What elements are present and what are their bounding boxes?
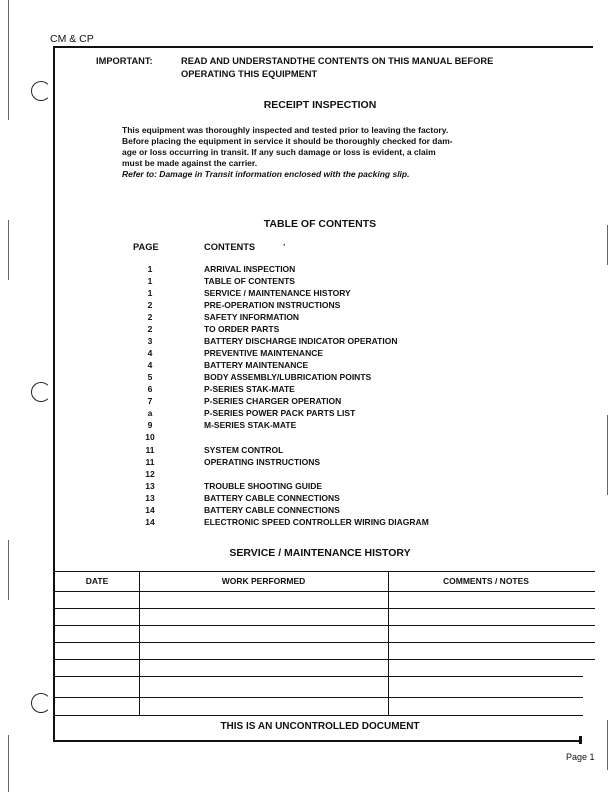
receipt-line: Before placing the equipment in service it should be thoroughly checked for dam- xyxy=(122,136,453,146)
toc-page-number: 1 xyxy=(147,276,153,286)
toc-contents-header: CONTENTS xyxy=(204,242,256,252)
service-history-table xyxy=(55,571,595,716)
toc-entry-title: TABLE OF CONTENTS xyxy=(204,276,295,286)
receipt-line: age or loss occurring in transit. If any such damage or loss is evident, a claim xyxy=(122,147,436,157)
toc-page-header: PAGE xyxy=(133,242,159,252)
toc-entry-title: SAFETY INFORMATION xyxy=(204,312,300,322)
toc-entry-title: ARRIVAL INSPECTION xyxy=(204,264,296,274)
toc-entry-title: SYSTEM CONTROL xyxy=(204,445,284,455)
toc-page-number: 2 xyxy=(147,324,153,334)
receipt-inspection-body xyxy=(122,125,522,180)
toc-page-number: 3 xyxy=(147,336,153,346)
toc-page-number: 1 xyxy=(147,264,153,274)
table-rule xyxy=(55,676,583,677)
receipt-inspection-title: RECEIPT INSPECTION xyxy=(263,99,377,111)
important-text-line-1: READ AND UNDERSTANDTHE CONTENTS ON THIS MANUAL BEFORE xyxy=(181,56,494,66)
toc-title: TABLE OF CONTENTS xyxy=(263,218,377,230)
receipt-line: must be made against the carrier. xyxy=(122,158,258,168)
binder-hole-icon xyxy=(31,81,51,101)
frame-bottom-rule xyxy=(53,740,580,742)
frame-corner-mark xyxy=(579,736,582,744)
binder-hole-icon xyxy=(31,693,51,713)
margin-scan-line xyxy=(8,0,9,120)
uncontrolled-document-note: THIS IS AN UNCONTROLLED DOCUMENT xyxy=(220,721,420,732)
toc-entry-title: PRE-OPERATION INSTRUCTIONS xyxy=(204,300,341,310)
service-history-title: SERVICE / MAINTENANCE HISTORY xyxy=(229,547,411,559)
table-column-rule xyxy=(388,571,389,716)
toc-page-number: 14 xyxy=(145,517,155,527)
stray-mark: · xyxy=(283,240,286,250)
table-rule xyxy=(55,715,583,716)
toc-page-number: 12 xyxy=(145,469,155,479)
toc-page-number: 11 xyxy=(145,457,155,467)
toc-entry-title: BATTERY CABLE CONNECTIONS xyxy=(204,493,340,503)
important-label: IMPORTANT: xyxy=(96,56,153,66)
toc-entry-title: BATTERY MAINTENANCE xyxy=(204,360,309,370)
toc-entry-title: BATTERY CABLE CONNECTIONS xyxy=(204,505,340,515)
table-rule xyxy=(55,642,595,643)
important-text-line-2: OPERATING THIS EQUIPMENT xyxy=(181,69,318,79)
toc-page-number: 1 xyxy=(147,288,153,298)
toc-page-number: a xyxy=(147,408,153,418)
toc-entry-title: SERVICE / MAINTENANCE HISTORY xyxy=(204,288,351,298)
comments-column-header: COMMENTS / NOTES xyxy=(443,576,529,586)
table-rule xyxy=(55,608,595,609)
toc-page-number: 5 xyxy=(147,372,153,382)
toc-entry-title: ELECTRONIC SPEED CONTROLLER WIRING DIAGRAM xyxy=(204,517,429,527)
toc-page-number: 10 xyxy=(145,432,155,442)
work-performed-column-header: WORK PERFORMED xyxy=(221,576,306,586)
toc-page-number: 2 xyxy=(147,300,153,310)
toc-entry-title: BODY ASSEMBLY/LUBRICATION POINTS xyxy=(204,372,372,382)
receipt-line: This equipment was thoroughly inspected and tested prior to leaving the factory. xyxy=(122,125,449,135)
toc-entry-title: TROUBLE SHOOTING GUIDE xyxy=(204,481,323,491)
toc-page-number: 6 xyxy=(147,384,153,394)
table-rule xyxy=(55,625,595,626)
margin-scan-line xyxy=(607,720,608,770)
toc-page-number: 9 xyxy=(147,420,153,430)
table-rule xyxy=(55,697,583,698)
toc-page-number: 2 xyxy=(147,312,153,322)
frame-top-rule xyxy=(53,46,593,48)
toc-entry-title: OPERATING INSTRUCTIONS xyxy=(204,457,321,467)
binder-hole-icon xyxy=(31,382,51,402)
toc-entry-title: M-SERIES STAK-MATE xyxy=(204,420,297,430)
table-column-rule xyxy=(139,571,140,716)
toc-page-number: 13 xyxy=(145,493,155,503)
page-number: Page 1 xyxy=(566,752,595,762)
margin-scan-line xyxy=(607,415,608,495)
toc-entry-title: P-SERIES STAK-MATE xyxy=(204,384,295,394)
toc-entry-title: P-SERIES CHARGER OPERATION xyxy=(204,396,342,406)
margin-scan-line xyxy=(8,735,9,792)
toc-page-number: 7 xyxy=(147,396,153,406)
margin-scan-line xyxy=(607,225,608,265)
receipt-reference: Refer to: Damage in Transit information enclosed with the packing slip. xyxy=(122,169,410,179)
toc-page-number: 14 xyxy=(145,505,155,515)
table-rule xyxy=(55,591,595,592)
toc-page-number: 4 xyxy=(147,360,153,370)
toc-entry-title: TO ORDER PARTS xyxy=(204,324,280,334)
toc-page-number: 13 xyxy=(145,481,155,491)
table-rule xyxy=(55,659,595,660)
toc-entry-title: P-SERIES POWER PACK PARTS LIST xyxy=(204,408,356,418)
margin-scan-line xyxy=(8,540,9,600)
toc-page-number: 4 xyxy=(147,348,153,358)
toc-page-number: 11 xyxy=(145,445,155,455)
toc-entry-title: BATTERY DISCHARGE INDICATOR OPERATION xyxy=(204,336,398,346)
table-rule xyxy=(55,571,595,572)
date-column-header: DATE xyxy=(85,576,109,586)
toc-entry-title: PREVENTIVE MAINTENANCE xyxy=(204,348,324,358)
document-code: CM & CP xyxy=(50,33,94,45)
margin-scan-line xyxy=(8,220,9,280)
